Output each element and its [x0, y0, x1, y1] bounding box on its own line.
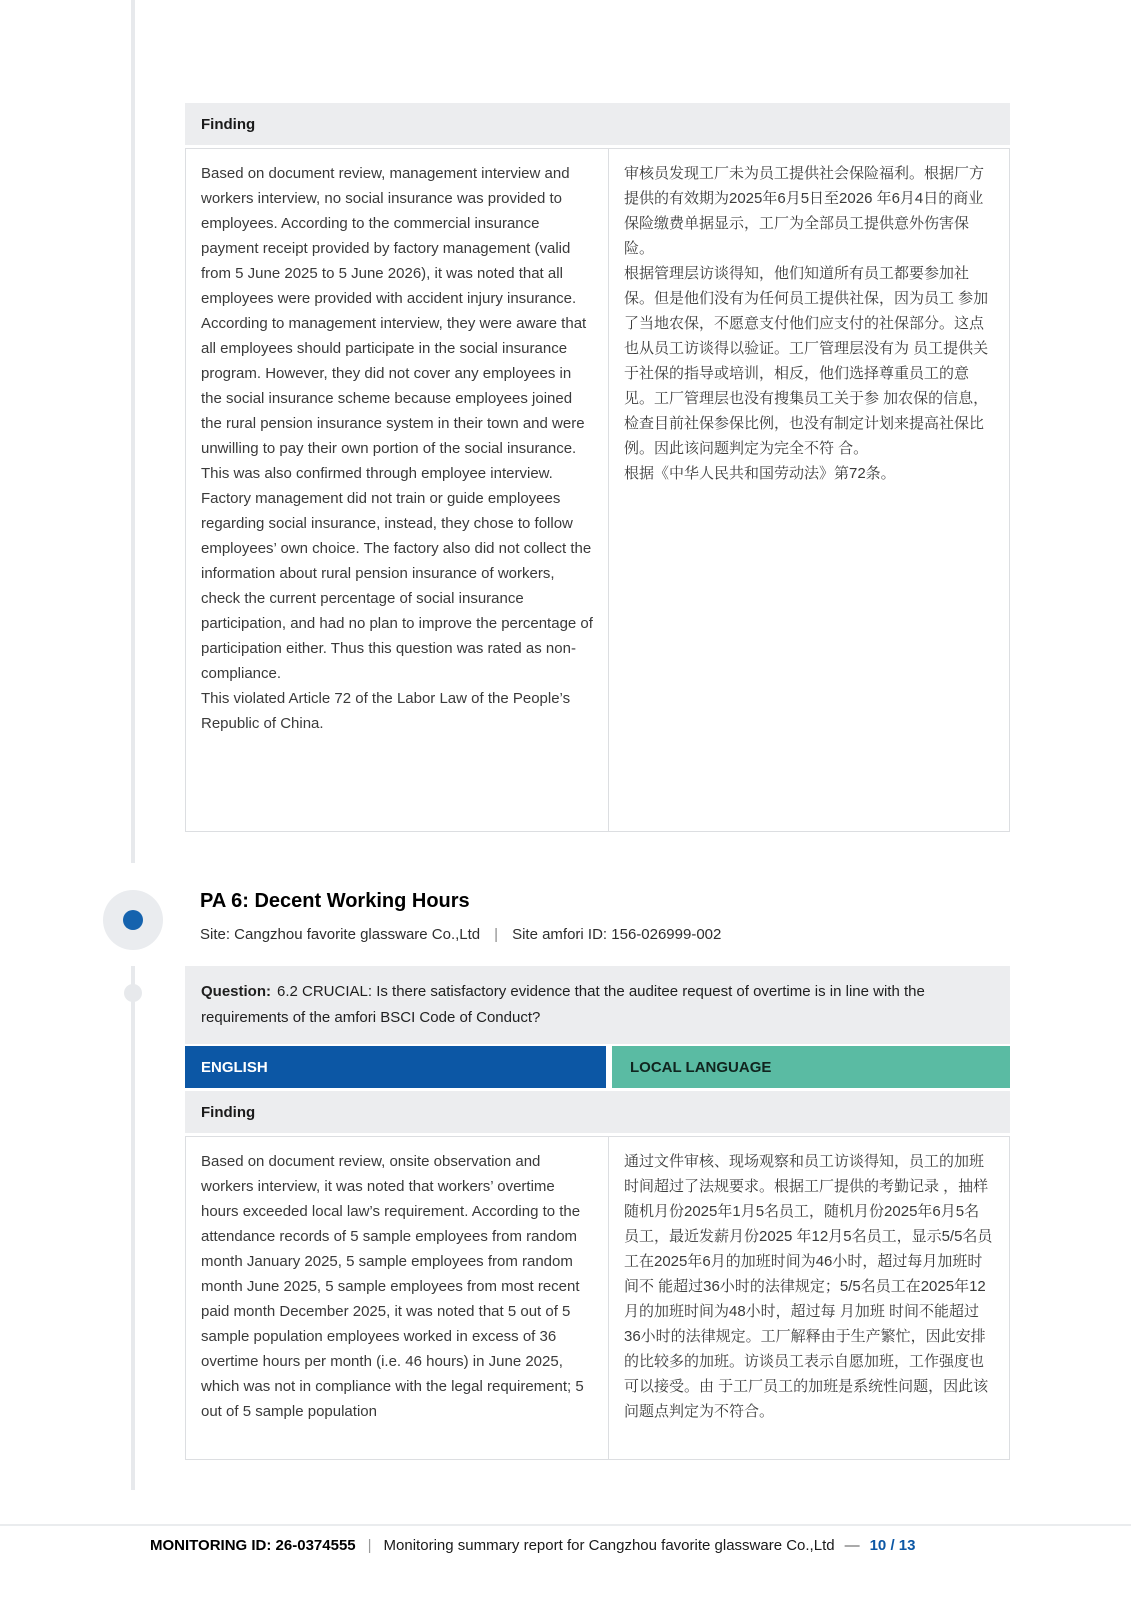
footer-divider-line [0, 1524, 1131, 1526]
finding-2-local-paragraph: 通过文件审核、现场观察和员工访谈得知，员工的加班时间超过了法规要求。根据工厂提供的考勤记录 ，抽样随机月份2025年1月5名员工，随机月份2025年6月5名员工，最近发薪月份2025 年12月5名员工，显示5/5名员工在2025年6月的加班时间为46小时，超过每月加班时间不 能超过36小时的法律规定；5/5名员工在2025年12月的加班时间为48小时，超过每 月加班 时间不能超过36小时的法律规定。工厂解释由于生产繁忙，因此安排的比较多的加班。访谈员工表示自愿加班，工作强度也可以接受。由 于工厂员工的加班是系统性问题，因此该问题点判定为不符合。 [624, 1153, 993, 1420]
finding-1-english-cell [186, 149, 609, 831]
question-text: 6.2 CRUCIAL: Is there satisfactory evidence that the auditee request of overtime is in line with the requirements of the amfori BSCI Code of Conduct? [201, 983, 925, 1026]
footer-separator: | [367, 1537, 372, 1554]
finding-header-band-1 [185, 103, 1010, 145]
question-box [185, 966, 1010, 1044]
timeline-node [103, 890, 163, 950]
site-amfori-id: Site amfori ID: 156-026999-002 [512, 926, 722, 943]
finding-2-local-cell [609, 1137, 1009, 1459]
finding-content-row-2 [185, 1136, 1010, 1460]
subtitle-divider: | [494, 926, 499, 943]
timeline-connector-bottom [131, 966, 135, 1490]
finding-1-english-paragraph: This violated Article 72 of the Labor Law of the People’s Republic of China. [201, 690, 571, 732]
site-name: Site: Cangzhou favorite glassware Co.,Ltd [200, 926, 481, 943]
footer-dash: — [844, 1537, 860, 1554]
local-language-column-header: LOCAL LANGUAGE [612, 1046, 1010, 1088]
finding-1-english-paragraph: According to management interview, they were aware that all employees should participate in the social insurance program. However, they did not cover any employees in the social insurance scheme because employees joined the rural pension insurance system in their town and were unwilling to pay their own portion of the social insurance. This was also confirmed through employee interview. Factory management did not train or guide employees regarding social insurance, instead, they chose to follow employees’ own choice. The factory also did not collect the information about rural pension insurance of workers, check the current percentage of social insurance participation, and had no plan to improve the percentage of participation either. Thus this question was rated as non-compliance. [201, 315, 593, 682]
section-title: PA 6: Decent Working Hours [200, 890, 470, 912]
english-column-header: ENGLISH [185, 1046, 606, 1088]
language-header-row [185, 1046, 1010, 1088]
timeline-subnode-icon [124, 984, 142, 1002]
finding-1-local-paragraph: 根据《中华人民共和国劳动法》第72条。 [624, 465, 896, 482]
finding-content-row-1 [185, 148, 1010, 832]
section-subtitle [200, 924, 721, 946]
question-label: Question: [201, 983, 271, 1000]
finding-2-english-cell [186, 1137, 609, 1459]
page-number: 10 / 13 [869, 1537, 916, 1554]
finding-label-2: Finding [201, 1103, 256, 1121]
finding-label-1: Finding [201, 115, 256, 133]
timeline-connector-top [131, 0, 135, 863]
monitoring-id: MONITORING ID: 26-0374555 [150, 1537, 356, 1554]
finding-1-local-paragraph: 根据管理层访谈得知，他们知道所有员工都要参加社保。但是他们没有为任何员工提供社保，因为员工 参加了当地农保，不愿意支付他们应支付的社保部分。这点也从员工访谈得以验证。工厂管理层没有为 员工提供关于社保的指导或培训，相反，他们选择尊重员工的意见。工厂管理层也没有搜集员工关于参 加农保的信息，检查目前社保参保比例，也没有制定计划来提高社保比例。因此该问题判定为完全不符 合。 [624, 265, 989, 457]
finding-header-band-2 [185, 1091, 1010, 1133]
finding-1-english-paragraph: Based on document review, management interview and workers interview, no social insurance was provided to employees. According to the commercial insurance payment receipt provided by factory management (valid from 5 June 2025 to 5 June 2026), it was noted that all employees were provided with accident injury insurance. [201, 165, 577, 307]
footer-report-title: Monitoring summary report for Cangzhou favorite glassware Co.,Ltd [383, 1537, 835, 1554]
footer [150, 1537, 1050, 1554]
finding-2-english-paragraph: Based on document review, onsite observation and workers interview, it was noted that workers’ overtime hours exceeded local law’s requirement. According to the attendance records of 5 sample employees from random month January 2025, 5 sample employees from random month June 2025, 5 sample employees from most recent paid month December 2025, it was noted that 5 out of 5 sample population employees worked in excess of 36 overtime hours per month (i.e. 46 hours) in June 2025, which was not in compliance with the legal requirement; 5 out of 5 sample population [201, 1153, 584, 1420]
finding-1-local-cell [609, 149, 1009, 831]
timeline-dot-icon [123, 910, 143, 930]
finding-1-local-paragraph: 审核员发现工厂未为员工提供社会保险福利。根据厂方提供的有效期为2025年6月5日至2026 年6月4日的商业保险缴费单据显示，工厂为全部员工提供意外伤害保险。 [624, 165, 985, 257]
